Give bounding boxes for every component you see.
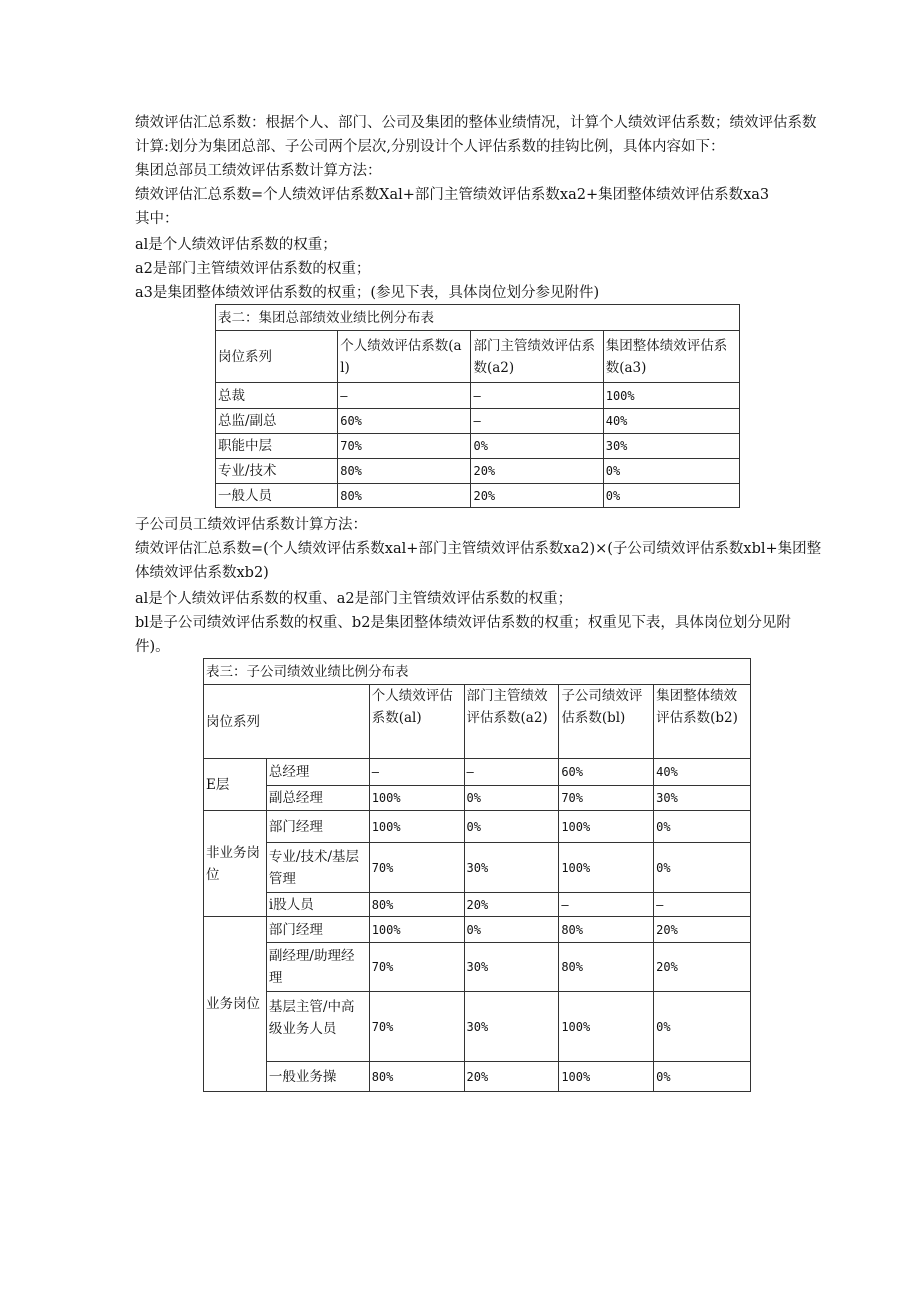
cell: 基层主管/中高级业务人员 [266,992,369,1062]
where-label: 其中： [135,211,179,227]
cell: 0% [654,843,751,893]
cell: 30% [603,434,739,459]
a3-definition: a3是集团整体绩效评估系数的权重；(参见下表，具体岗位划分参见附件) [135,285,600,301]
a1-definition: al是个人绩效评估系数的权重； [135,237,337,253]
cell: 部门经理 [266,917,369,943]
cell: 专业/技术/基层管理 [266,843,369,893]
cell: 30% [464,943,559,992]
cell: — [471,383,603,409]
header-cell: 岗位系列 [204,685,370,759]
cell: 100% [559,1062,654,1092]
cell: 80% [559,943,654,992]
cell: 100% [369,786,464,811]
header-cell: 部门主管绩效评估系数(a2) [464,685,559,759]
cell: 80% [338,484,471,508]
header-cell: 个人绩效评估系数(al) [369,685,464,759]
cell: 副总经理 [266,786,369,811]
group-label: E层 [204,759,267,811]
cell: 职能中层 [216,434,338,459]
cell: 总监/副总 [216,409,338,434]
table-row [204,786,751,811]
cell: 20% [654,917,751,943]
table-row [204,893,751,917]
header-cell: 集团整体绩效评估系数(a3) [603,331,739,383]
cell: — [369,759,464,786]
cell: 20% [471,459,603,484]
cell: 总裁 [216,383,338,409]
cell: 0% [603,459,739,484]
cell: 80% [338,459,471,484]
table-caption: 表二：集团总部绩效业绩比例分布表 [216,305,740,331]
cell: 40% [603,409,739,434]
cell: 70% [338,434,471,459]
cell: 20% [654,943,751,992]
cell: 专业/技术 [216,459,338,484]
group-label: 非业务岗位 [204,811,267,917]
intro-paragraph: 绩效评估汇总系数：根据个人、部门、公司及集团的整体业绩情况，计算个人绩效评估系数；绩效评估系数计算:划分为集团总部、子公司两个层次,分别设计个人评估系数的挂钩比例，具体内容如下： [135,115,817,155]
a-weights-definition: al是个人绩效评估系数的权重、a2是部门主管绩效评估系数的权重； [135,591,573,607]
cell: 20% [464,1062,559,1092]
table-caption: 表三：子公司绩效业绩比例分布表 [204,659,751,685]
cell: 80% [369,893,464,917]
header-cell: 个人绩效评估系数(al) [338,331,471,383]
cell: 30% [654,786,751,811]
cell: 0% [471,434,603,459]
cell: 60% [559,759,654,786]
table-row [216,459,740,484]
cell: 70% [369,943,464,992]
cell: 0% [654,811,751,843]
cell: i股人员 [266,893,369,917]
cell: 100% [369,811,464,843]
hq-formula: 绩效评估汇总系数=个人绩效评估系数Xal+部门主管绩效评估系数xa2+集团整体绩效评估系数xa3 [135,187,770,203]
table-row [216,434,740,459]
cell: 0% [464,786,559,811]
sub-method-heading: 子公司员工绩效评估系数计算方法： [135,517,367,533]
table-row [216,383,740,409]
cell: 100% [559,843,654,893]
group-label: 业务岗位 [204,917,267,1092]
cell: 20% [471,484,603,508]
cell: 部门经理 [266,811,369,843]
cell: — [654,893,751,917]
table-row [204,1062,751,1092]
cell: 20% [464,893,559,917]
header-cell: 子公司绩效评估系数(bl) [559,685,654,759]
cell: 100% [559,811,654,843]
cell: 80% [369,1062,464,1092]
cell: 0% [603,484,739,508]
cell: 100% [369,917,464,943]
hq-method-heading: 集团总部员工绩效评估系数计算方法： [135,163,382,179]
cell: 70% [369,843,464,893]
table-row [204,843,751,893]
table-row [216,484,740,508]
table-subsidiary-weights [203,658,751,1092]
cell: 一般业务操 [266,1062,369,1092]
cell: 80% [559,917,654,943]
cell: 100% [603,383,739,409]
cell: 60% [338,409,471,434]
table-row [216,409,740,434]
cell: — [338,383,471,409]
table-row [204,759,751,786]
cell: 30% [464,992,559,1062]
cell: 30% [464,843,559,893]
cell: 40% [654,759,751,786]
table-row [204,917,751,943]
header-cell: 部门主管绩效评估系数(a2) [471,331,603,383]
b-weights-definition: bl是子公司绩效评估系数的权重、b2是集团整体绩效评估系数的权重；权重见下表，具体岗位划分见附件)。 [135,615,791,655]
table-row [204,992,751,1062]
cell: 100% [559,992,654,1062]
cell: 0% [654,1062,751,1092]
a2-definition: a2是部门主管绩效评估系数的权重； [135,261,371,277]
cell: 总经理 [266,759,369,786]
cell: — [471,409,603,434]
table-row [204,811,751,843]
cell: 0% [654,992,751,1062]
cell: 70% [559,786,654,811]
cell: 副经理/助理经理 [266,943,369,992]
cell: — [559,893,654,917]
cell: 一般人员 [216,484,338,508]
header-cell: 集团整体绩效评估系数(b2) [654,685,751,759]
sub-formula: 绩效评估汇总系数=(个人绩效评估系数xal+部门主管绩效评估系数xa2)×(子公司绩效评估系数xbl+集团整体绩效评估系数xb2) [135,541,822,581]
table-row [204,943,751,992]
table-hq-weights [215,304,740,508]
header-cell: 岗位系列 [216,331,338,383]
cell: 0% [464,917,559,943]
cell: — [464,759,559,786]
cell: 0% [464,811,559,843]
cell: 70% [369,992,464,1062]
